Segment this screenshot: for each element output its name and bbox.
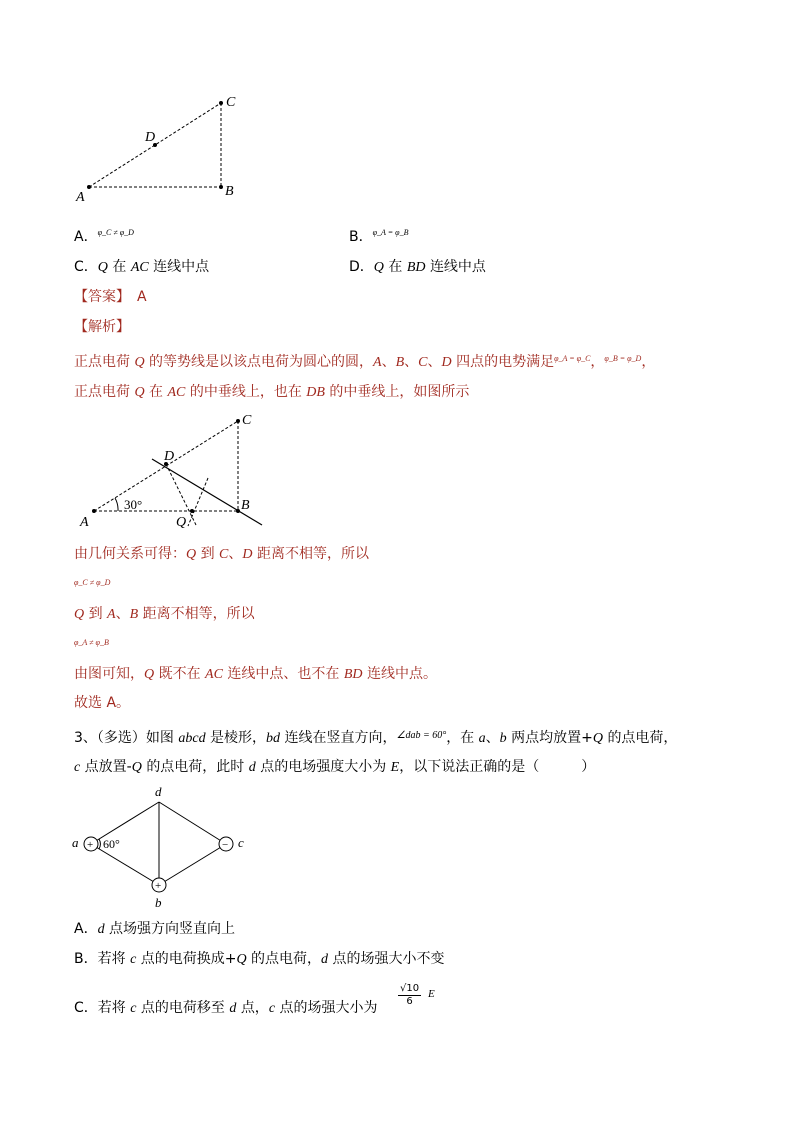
label-B: B bbox=[241, 498, 250, 513]
q3-option-a: A．d 点场强方向竖直向上 bbox=[74, 921, 236, 937]
analysis-label: 【解析】 bbox=[74, 319, 130, 335]
analysis-line-3: 由几何关系可得：Q 到 C、D 距离不相等，所以 bbox=[74, 546, 369, 562]
figure-perpendicular-bisectors bbox=[74, 408, 274, 533]
label-C: C bbox=[226, 95, 236, 110]
formula-phiA-ne-phiB: φ_A ≠ φ_B bbox=[74, 638, 109, 647]
formula-angle-dab: ∠dab = 60° bbox=[396, 730, 447, 741]
charge-plus-b: + bbox=[155, 880, 162, 892]
label-D: D bbox=[164, 449, 175, 464]
question3-line-1: 3、（多选）如图 abcd 是棱形，bd 连线在竖直方向，$^{\angle dab = 60^\circ}$，在 a、b 两点均放置+Q 的点电荷， bbox=[74, 730, 678, 746]
label-angle-30: 30° bbox=[124, 497, 143, 512]
answer-value: A bbox=[137, 289, 147, 305]
option-a: A．$^{\varphi\_C \ne \varphi\_D}$ bbox=[74, 228, 134, 245]
formula-phiC-ne-phiD: φ_C ≠ φ_D bbox=[97, 228, 134, 237]
label-c: c bbox=[238, 835, 244, 850]
charge-minus-c: − bbox=[222, 839, 229, 851]
q3-option-c-e: E bbox=[428, 988, 435, 1000]
analysis-line-1: 正点电荷 Q 的等势线是以该点电荷为圆心的圆，A、B、C、D 四点的电势满足$^{\varphi\_A = \varphi\_C}$，$^{\varphi\_B = \varphi\_D}$， bbox=[74, 354, 656, 370]
charge-plus-a: + bbox=[87, 839, 94, 851]
analysis-line-4: Q 到 A、B 距离不相等，所以 bbox=[74, 606, 255, 622]
analysis-line-2: 正点电荷 Q 在 AC 的中垂线上，也在 DB 的中垂线上，如图所示 bbox=[74, 384, 470, 400]
formula-phiA-eq-phiB: φ_A = φ_B bbox=[372, 228, 409, 237]
option-c: C．Q 在 AC 连线中点 bbox=[74, 259, 210, 275]
answer-line bbox=[74, 286, 147, 306]
figure-triangle-acb bbox=[70, 88, 250, 208]
label-d: d bbox=[155, 784, 162, 799]
figure-rhombus-abcd bbox=[68, 782, 258, 912]
q3-option-b: B．若将 c 点的电荷换成+Q 的点电荷，d 点的场强大小不变 bbox=[74, 951, 445, 967]
label-Q: Q bbox=[176, 515, 187, 530]
question3-line-2: c 点放置-Q 的点电荷，此时 d 点的电场强度大小为 E，以下说法正确的是（ ） bbox=[74, 759, 596, 775]
label-A: A bbox=[80, 515, 89, 530]
answer-label: 【答案】 bbox=[74, 289, 123, 305]
q3-option-c: C．若将 c 点的电荷移至 d 点，c 点的场强大小为 bbox=[74, 1000, 378, 1016]
fraction-sqrt10-over-6: √10 6 bbox=[400, 983, 420, 1007]
label-C: C bbox=[242, 413, 252, 428]
label-a: a bbox=[72, 835, 79, 850]
label-b: b bbox=[155, 895, 162, 910]
label-D: D bbox=[145, 130, 156, 145]
formula-phiC-ne-phiD-2: φ_C ≠ φ_D bbox=[74, 578, 111, 587]
label-B: B bbox=[225, 184, 234, 199]
analysis-line-6: 故选 A。 bbox=[74, 695, 131, 711]
option-d: D．Q 在 BD 连线中点 bbox=[349, 259, 486, 275]
analysis-line-5: 由图可知，Q 既不在 AC 连线中点、也不在 BD 连线中点。 bbox=[74, 666, 437, 682]
label-A: A bbox=[76, 190, 85, 205]
label-angle-60: 60° bbox=[103, 837, 120, 851]
option-b: B．$^{\varphi\_A = \varphi\_B}$ bbox=[349, 228, 409, 245]
